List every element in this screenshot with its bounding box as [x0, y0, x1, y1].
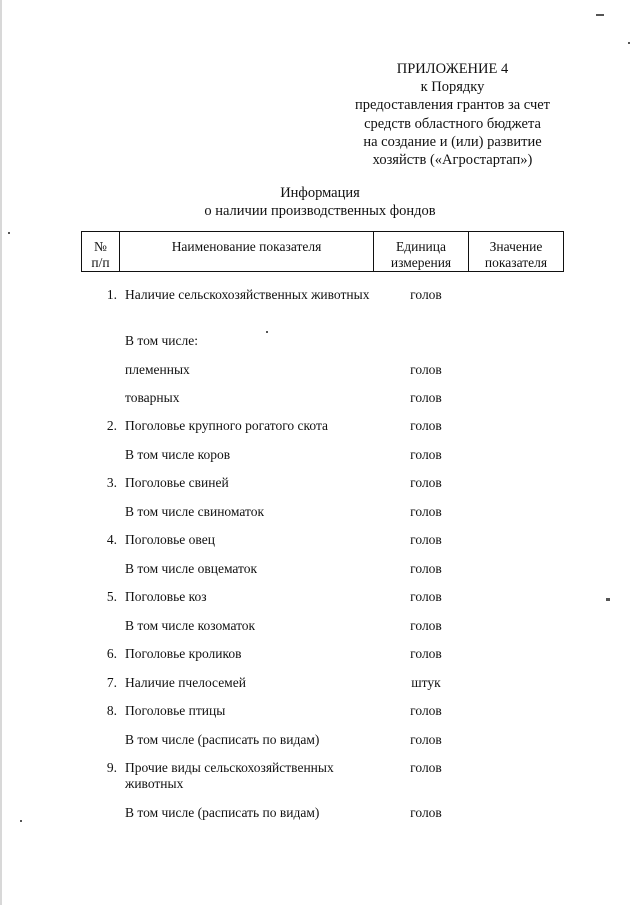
header-cell-number [82, 232, 120, 272]
row-name: Поголовье крупного рогатого скота [125, 418, 329, 433]
header-text: Значение [489, 239, 543, 254]
header-cell-name [120, 232, 374, 272]
row-number: 6. [106, 646, 117, 661]
scan-speck [596, 14, 604, 16]
document-title [120, 184, 520, 220]
row-unit: штук [411, 675, 441, 690]
header-text: Единица [395, 239, 446, 254]
appendix-header-line: средств областного бюджета [364, 115, 541, 132]
scan-speck [628, 42, 630, 44]
row-name: Поголовье свиней [125, 475, 229, 490]
header-text: № [94, 239, 107, 254]
scan-edge-mark [0, 0, 2, 905]
scan-speck [606, 598, 610, 601]
row-name: товарных [125, 390, 180, 405]
row-unit: голов [410, 561, 442, 576]
row-unit: голов [410, 732, 442, 747]
appendix-header-line: на создание и (или) развитие [363, 133, 542, 150]
row-name: Поголовье кроликов [125, 646, 242, 661]
row-name: Наличие пчелосемей [125, 675, 246, 690]
document-title-line: Информация [280, 185, 360, 201]
row-name: племенных [125, 362, 190, 377]
row-number: 7. [106, 675, 117, 690]
appendix-header [330, 60, 575, 169]
header-cell-unit [374, 232, 469, 272]
row-unit: голов [410, 646, 442, 661]
row-number: 8. [106, 703, 117, 718]
row-name: В том числе овцематок [125, 561, 258, 576]
header-text: п/п [91, 255, 110, 270]
row-name: В том числе (расписать по видам) [125, 805, 320, 820]
row-number: 9. [106, 760, 117, 775]
row-number: 4. [106, 532, 117, 547]
row-unit: голов [410, 532, 442, 547]
row-name: В том числе: [125, 333, 198, 348]
appendix-header-line: хозяйств («Агростартап») [372, 152, 533, 169]
row-unit: голов [410, 805, 442, 820]
row-name: Поголовье коз [125, 589, 207, 604]
header-text: измерения [390, 255, 452, 270]
row-number: 2. [106, 418, 117, 433]
row-unit: голов [410, 390, 442, 405]
row-unit: голов [410, 589, 442, 604]
row-name: В том числе коров [125, 447, 231, 462]
header-cell-value [469, 232, 564, 272]
row-number: 5. [106, 589, 117, 604]
row-unit: голов [410, 760, 442, 775]
row-name: В том числе свиноматок [125, 504, 265, 519]
appendix-header-line: к Порядку [420, 79, 485, 96]
row-unit: голов [410, 287, 442, 302]
row-unit: голов [410, 475, 442, 490]
row-unit: голов [410, 418, 442, 433]
row-name: В том числе (расписать по видам) [125, 732, 320, 747]
scan-speck [8, 232, 10, 234]
appendix-header-line: предоставления грантов за счет [354, 97, 551, 114]
row-number: 3. [106, 475, 117, 490]
row-name: В том числе козоматок [125, 618, 256, 633]
row-unit: голов [410, 618, 442, 633]
table-header [81, 231, 564, 272]
row-name: Поголовье птицы [125, 703, 226, 718]
row-unit: голов [410, 362, 442, 377]
row-name: Прочие виды сельскохозяйственных животных [125, 760, 334, 791]
table-header-row [82, 232, 564, 272]
row-name: Поголовье овец [125, 532, 215, 547]
header-text: показателя [484, 255, 548, 270]
header-text: Наименование показателя [171, 239, 322, 254]
row-name: Наличие сельскохозяйственных животных [125, 287, 370, 302]
row-unit: голов [410, 447, 442, 462]
document-title-line: о наличии производственных фондов [204, 203, 436, 219]
scan-speck [20, 820, 22, 822]
appendix-header-line: ПРИЛОЖЕНИЕ 4 [396, 61, 509, 77]
row-number: 1. [106, 287, 117, 302]
row-unit: голов [410, 703, 442, 718]
row-unit: голов [410, 504, 442, 519]
